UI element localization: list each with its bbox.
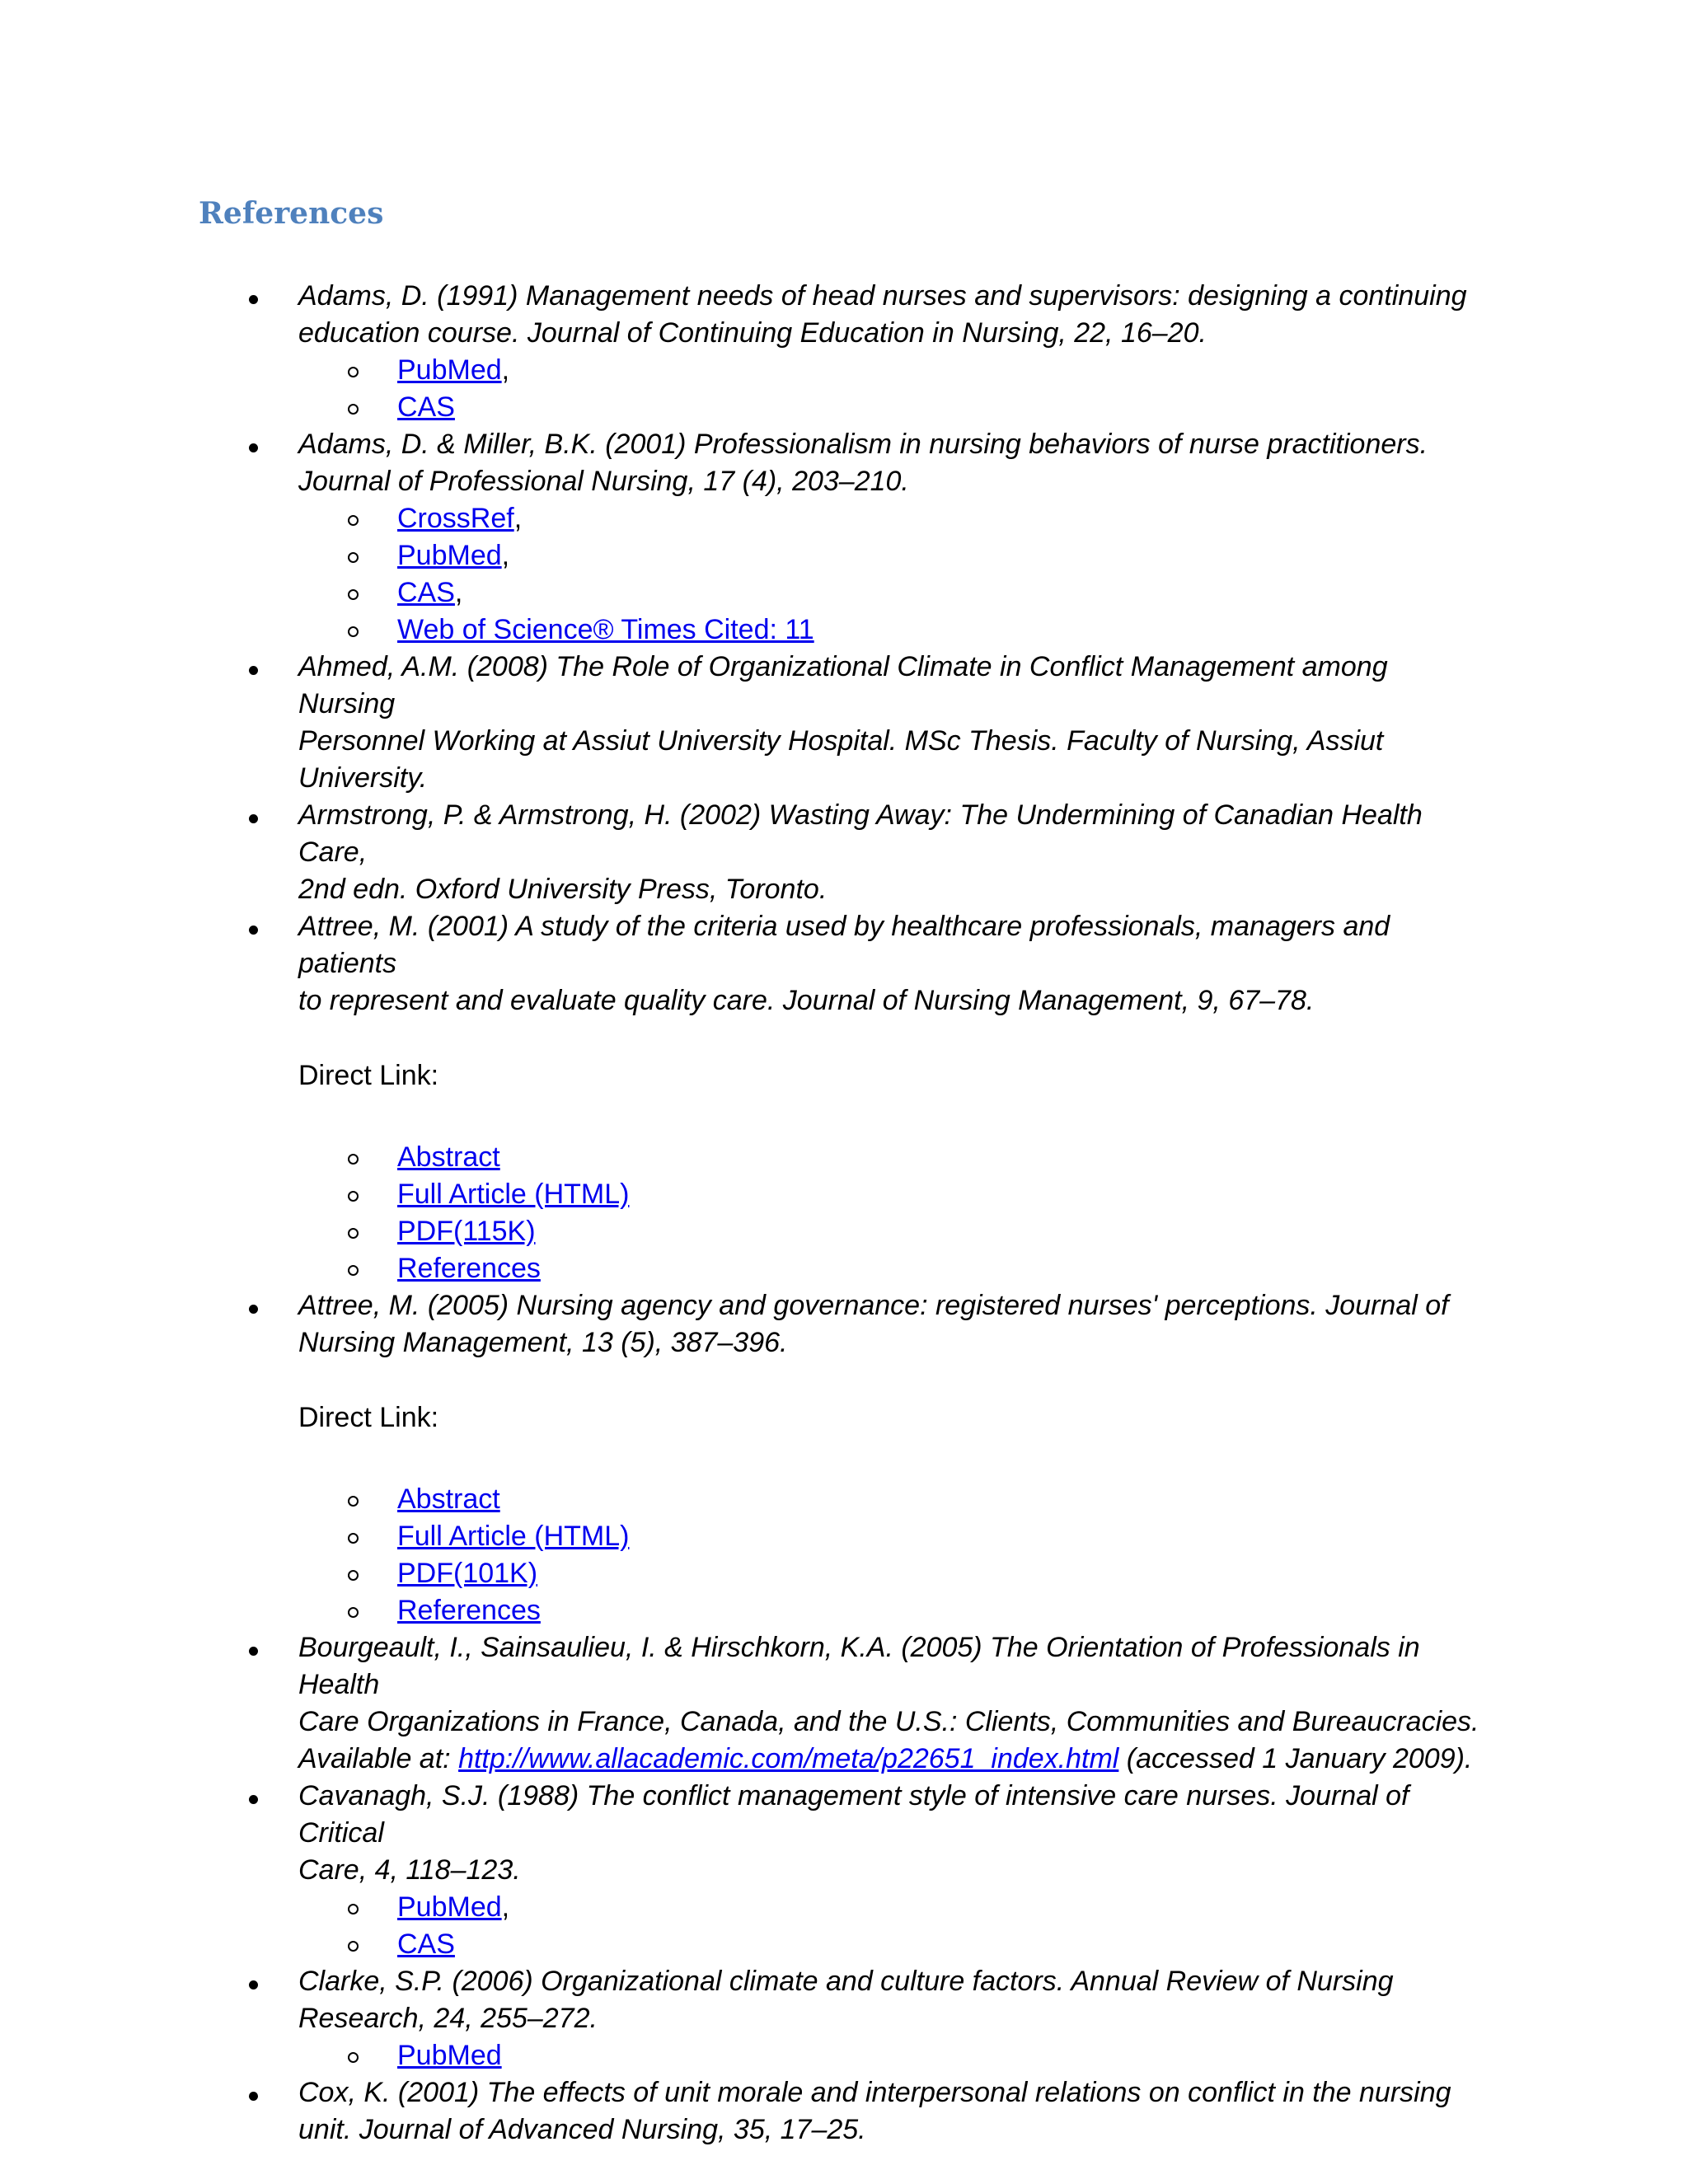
circle-bullet-icon bbox=[348, 404, 359, 415]
circle-bullet-icon bbox=[348, 1904, 359, 1915]
full-article-link[interactable]: Full Article (HTML) bbox=[397, 1521, 630, 1552]
reference-item bbox=[0, 649, 1688, 797]
separator: , bbox=[513, 503, 523, 534]
circle-bullet-icon bbox=[348, 515, 359, 526]
reference-citation: Ahmed, A.M. (2008) The Role of Organizational Climate in Conflict Management among Nursing Personnel Working at Assiut University Hospital. MSc Thesis. Faculty of Nursing, Assiut University. bbox=[298, 651, 1388, 794]
list-item bbox=[298, 2037, 1490, 2074]
references-link[interactable]: References bbox=[397, 1253, 541, 1284]
pubmed-link[interactable]: PubMed bbox=[397, 354, 502, 386]
reference-citation bbox=[298, 1629, 1490, 1778]
circle-bullet-icon bbox=[348, 367, 359, 377]
reference-citation: Attree, M. (2005) Nursing agency and governance: registered nurses' perceptions. Journal of Nursing Management, 13 (5), 387–396. bbox=[298, 1290, 1449, 1358]
references-link[interactable]: References bbox=[397, 1595, 541, 1626]
reference-links bbox=[298, 500, 1490, 649]
list-item bbox=[298, 1592, 1490, 1629]
list-item bbox=[298, 537, 1490, 574]
bullet-icon bbox=[249, 1980, 258, 1990]
reference-citation: Attree, M. (2001) A study of the criteria used by healthcare professionals, managers and patients to represent and evaluate quality care. Journal of Nursing Management, 9, 67–78. bbox=[298, 911, 1390, 1016]
list-item bbox=[298, 574, 1490, 612]
circle-bullet-icon bbox=[348, 1228, 359, 1239]
circle-bullet-icon bbox=[348, 589, 359, 600]
separator: , bbox=[501, 1891, 510, 1923]
list-item bbox=[298, 1139, 1490, 1176]
external-url-link[interactable]: http://www.allacademic.com/meta/p22651_index.html bbox=[458, 1743, 1119, 1774]
reference-item bbox=[0, 797, 1688, 908]
separator: , bbox=[501, 540, 510, 571]
reference-citation: Armstrong, P. & Armstrong, H. (2002) Wasting Away: The Undermining of Canadian Health Care, 2nd edn. Oxford University Press, Toronto. bbox=[298, 799, 1423, 905]
list-item bbox=[298, 612, 1490, 649]
reference-links bbox=[298, 1889, 1490, 1963]
full-article-link[interactable]: Full Article (HTML) bbox=[397, 1179, 630, 1210]
direct-link-label: Direct Link: bbox=[298, 1402, 439, 1433]
bullet-icon bbox=[249, 295, 258, 304]
list-item bbox=[298, 389, 1490, 426]
reference-item bbox=[0, 1287, 1688, 1629]
circle-bullet-icon bbox=[348, 1265, 359, 1276]
reference-item bbox=[0, 278, 1688, 426]
reference-citation: Cavanagh, S.J. (1988) The conflict management style of intensive care nurses. Journal of Critical Care, 4, 118–123. bbox=[298, 1780, 1409, 1886]
reference-citation: Cox, K. (2001) The effects of unit morale and interpersonal relations on conflict in the nursing unit. Journal of Advanced Nursing, 35, 17–25. bbox=[298, 2077, 1451, 2145]
abstract-link[interactable]: Abstract bbox=[397, 1483, 500, 1515]
separator: , bbox=[501, 354, 510, 386]
web-of-science-link[interactable]: Web of Science® Times Cited: 11 bbox=[397, 614, 814, 645]
reference-item bbox=[0, 2074, 1688, 2149]
list-item bbox=[298, 1518, 1490, 1555]
list-item bbox=[298, 1250, 1490, 1287]
reference-citation: Adams, D. & Miller, B.K. (2001) Professionalism in nursing behaviors of nurse practitioners. Journal of Professional Nursing, 17 (4), 203–210. bbox=[298, 429, 1428, 497]
list-item bbox=[298, 1555, 1490, 1592]
pdf-link[interactable]: PDF(101K) bbox=[397, 1558, 538, 1589]
reference-item bbox=[0, 908, 1688, 1287]
reference-item bbox=[0, 426, 1688, 649]
pubmed-link[interactable]: PubMed bbox=[397, 1891, 502, 1923]
reference-links bbox=[298, 1139, 1490, 1287]
list-item bbox=[298, 1176, 1490, 1213]
page-title: References bbox=[199, 196, 384, 231]
bullet-icon bbox=[249, 443, 258, 452]
reference-links bbox=[298, 2037, 1490, 2074]
circle-bullet-icon bbox=[348, 1941, 359, 1952]
cas-link[interactable]: CAS bbox=[397, 391, 455, 423]
circle-bullet-icon bbox=[348, 2052, 359, 2063]
list-item bbox=[298, 1889, 1490, 1926]
list-item bbox=[298, 1481, 1490, 1518]
bullet-icon bbox=[249, 666, 258, 675]
citation-text: Bourgeault, I., Sainsaulieu, I. & Hirschkorn, K.A. (2005) The Orientation of Professionals in Health Care Organizations in France, Canada, and the U.S.: Clients, Communities and Bureaucracies. Available at: bbox=[298, 1632, 1479, 1774]
pdf-link[interactable]: PDF(115K) bbox=[397, 1216, 536, 1247]
circle-bullet-icon bbox=[348, 1570, 359, 1581]
reference-citation: Clarke, S.P. (2006) Organizational climate and culture factors. Annual Review of Nursing Research, 24, 255–272. bbox=[298, 1966, 1394, 2034]
list-item bbox=[298, 1926, 1490, 1963]
reference-item bbox=[0, 1629, 1688, 1778]
circle-bullet-icon bbox=[348, 626, 359, 637]
bullet-icon bbox=[249, 2092, 258, 2101]
list-item bbox=[298, 1213, 1490, 1250]
crossref-link[interactable]: CrossRef bbox=[397, 503, 514, 534]
reference-citation: Adams, D. (1991) Management needs of head nurses and supervisors: designing a continuing education course. Journal of Continuing Education in Nursing, 22, 16–20. bbox=[298, 280, 1467, 349]
bullet-icon bbox=[249, 1795, 258, 1804]
reference-list bbox=[0, 278, 1688, 2149]
reference-item bbox=[0, 1963, 1688, 2074]
list-item bbox=[298, 352, 1490, 389]
circle-bullet-icon bbox=[348, 1191, 359, 1202]
circle-bullet-icon bbox=[348, 1496, 359, 1507]
cas-link[interactable]: CAS bbox=[397, 1929, 455, 1960]
circle-bullet-icon bbox=[348, 1607, 359, 1618]
bullet-icon bbox=[249, 814, 258, 823]
bullet-icon bbox=[249, 1305, 258, 1314]
bullet-icon bbox=[249, 1647, 258, 1656]
abstract-link[interactable]: Abstract bbox=[397, 1141, 500, 1173]
bullet-icon bbox=[249, 926, 258, 935]
reference-links bbox=[298, 1481, 1490, 1629]
citation-text: (accessed 1 January 2009). bbox=[1118, 1743, 1473, 1774]
reference-item bbox=[0, 1778, 1688, 1963]
circle-bullet-icon bbox=[348, 1533, 359, 1544]
reference-links bbox=[298, 352, 1490, 426]
cas-link[interactable]: CAS bbox=[397, 577, 455, 608]
direct-link-label: Direct Link: bbox=[298, 1060, 439, 1091]
pubmed-link[interactable]: PubMed bbox=[397, 2040, 502, 2071]
separator: , bbox=[454, 577, 463, 608]
circle-bullet-icon bbox=[348, 1154, 359, 1165]
pubmed-link[interactable]: PubMed bbox=[397, 540, 502, 571]
list-item bbox=[298, 500, 1490, 537]
circle-bullet-icon bbox=[348, 552, 359, 563]
